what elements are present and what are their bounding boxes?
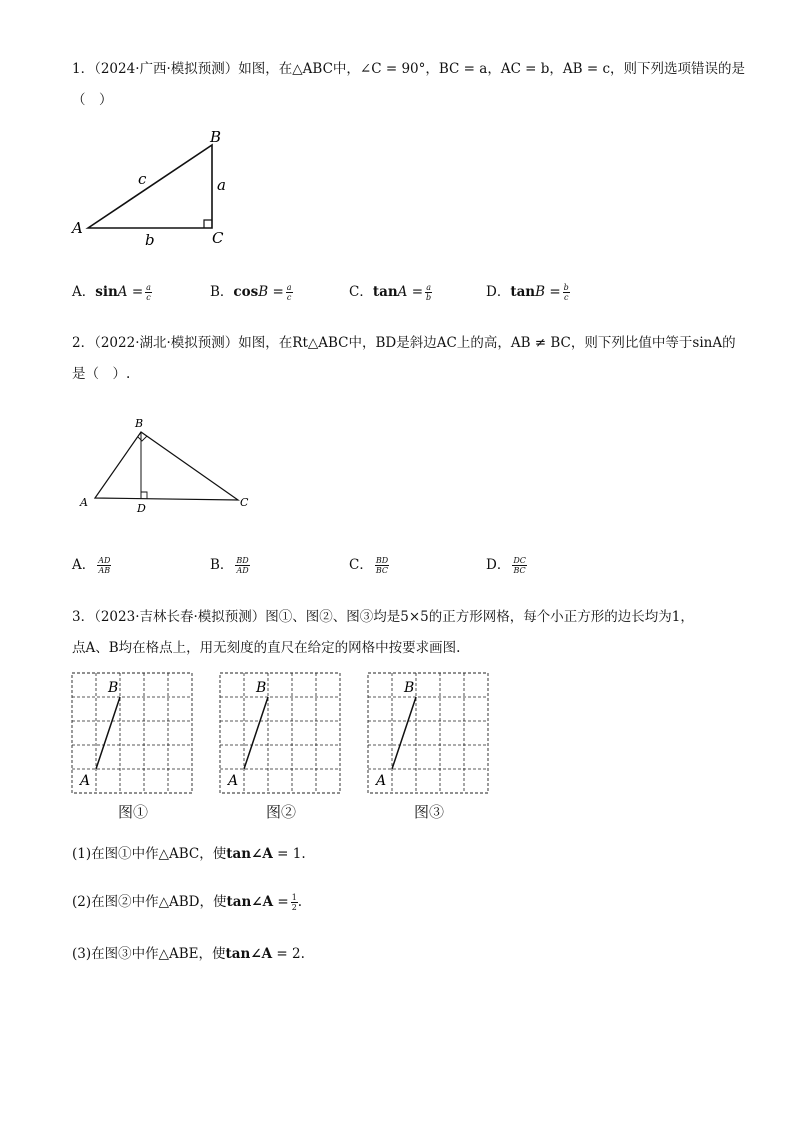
q1-triangle-figure bbox=[60, 125, 240, 250]
point-b-label: B bbox=[404, 680, 415, 696]
right-angle-mark bbox=[204, 220, 212, 228]
vertex-c-label: C bbox=[240, 496, 249, 509]
q2-option-c[interactable]: C． $\frac{BD}{BC}$ bbox=[349, 556, 389, 575]
segment-ab bbox=[244, 697, 268, 769]
foot-d-label: D bbox=[137, 502, 146, 515]
vertex-b-label: B bbox=[135, 417, 144, 430]
q3-caption-3: 图③ bbox=[413, 803, 444, 821]
vertex-a-label: A bbox=[80, 496, 88, 509]
point-b-label: B bbox=[108, 680, 119, 696]
q3-grid-1 bbox=[71, 672, 195, 796]
q1-option-c[interactable]: C．tanA = $\frac{a}{b}$ bbox=[349, 283, 432, 302]
vertex-b-label: B bbox=[210, 128, 222, 146]
segment-ab bbox=[96, 697, 120, 769]
q3-stem-line2: 点A、B均在格点上，用无刻度的直尺在给定的网格中按要求画图. bbox=[72, 640, 461, 656]
q1-stem-line1: 1．（2024·广西·模拟预测）如图，在△ABC中，∠C = 90°，BC = a，AC = b，AB = c，则下列选项错误的是 bbox=[72, 61, 746, 77]
point-a-label: A bbox=[376, 773, 387, 789]
vertex-a-label: A bbox=[72, 219, 83, 237]
q3-caption-2: 图② bbox=[265, 803, 296, 821]
q3-part-1: (1)在图①中作△ABC，使tan∠A = 1. bbox=[72, 846, 306, 862]
q3-grid-2 bbox=[219, 672, 343, 796]
right-angle-mark-b bbox=[138, 436, 147, 441]
triangle-abc bbox=[88, 145, 212, 228]
side-b-label: b bbox=[145, 231, 155, 249]
right-angle-mark-d bbox=[141, 492, 147, 499]
triangle-abc bbox=[95, 432, 238, 500]
q1-option-d[interactable]: D．tanB = $\frac{b}{c}$ bbox=[486, 283, 569, 302]
point-a-label: A bbox=[228, 773, 239, 789]
q3-grid-3 bbox=[367, 672, 491, 796]
point-b-label: B bbox=[256, 680, 267, 696]
q2-stem-line2: 是（ ）. bbox=[72, 366, 131, 382]
q1-option-a[interactable]: A．sinA = $\frac{a}{c}$ bbox=[72, 283, 151, 302]
segment-ab bbox=[392, 697, 416, 769]
q2-stem-line1: 2．（2022·湖北·模拟预测）如图，在Rt△ABC中，BD是斜边AC上的高，AB ≠ BC，则下列比值中等于sinA的 bbox=[72, 335, 736, 351]
point-a-label: A bbox=[80, 773, 91, 789]
q3-caption-1: 图① bbox=[117, 803, 148, 821]
q2-option-b[interactable]: B． $\frac{BD}{AD}$ bbox=[210, 556, 249, 575]
q2-triangle-figure bbox=[75, 410, 255, 515]
q3-part-3: (3)在图③中作△ABE，使tan∠A = 2. bbox=[72, 946, 305, 962]
vertex-c-label: C bbox=[212, 229, 224, 247]
q2-option-d[interactable]: D． $\frac{DC}{BC}$ bbox=[486, 556, 526, 575]
side-c-label: c bbox=[138, 170, 147, 188]
q3-stem-line1: 3．（2023·吉林长春·模拟预测）图①、图②、图③均是5×5的正方形网格，每个小正方形的边长均为1， bbox=[72, 609, 694, 625]
q1-stem-line2: （ ） bbox=[72, 92, 113, 108]
side-a-label: a bbox=[217, 176, 226, 194]
q2-option-a[interactable]: A． $\frac{AD}{AB}$ bbox=[72, 556, 111, 575]
q1-option-b[interactable]: B．cosB = $\frac{a}{c}$ bbox=[210, 283, 292, 302]
q3-part-2: (2)在图②中作△ABD，使tan∠A = $\frac{1}{2}$ . bbox=[72, 893, 303, 912]
